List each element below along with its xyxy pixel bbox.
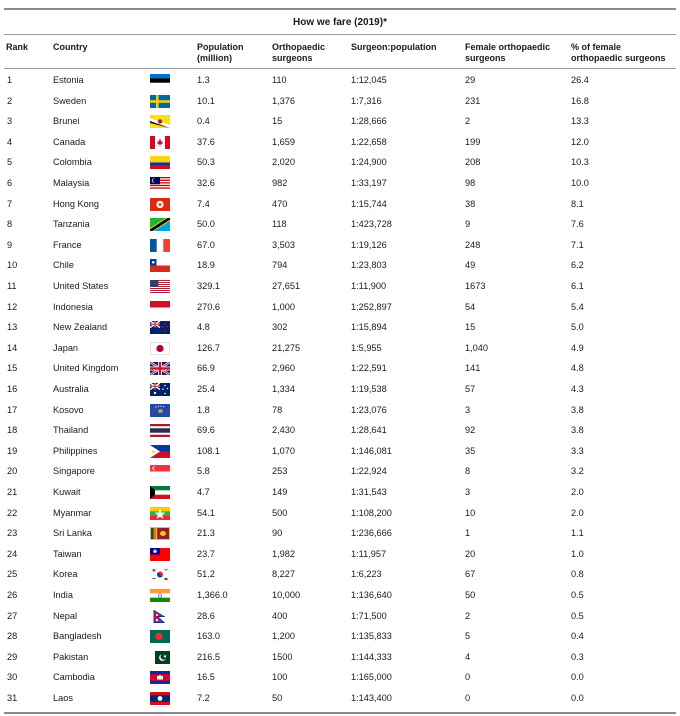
surgeons-cell: 15 (272, 116, 283, 127)
ratio-cell: 1:6,223 (351, 569, 382, 580)
population-cell: 10.1 (197, 95, 215, 106)
rank-cell: 5 (7, 157, 13, 168)
ratio-cell: 1:5,955 (351, 342, 382, 353)
table-row (4, 133, 676, 154)
pct-cell: 4.3 (571, 384, 584, 394)
ratio-cell: 1:23,803 (351, 260, 387, 271)
surgeons-cell: 27,651 (272, 281, 301, 291)
ratio-cell: 1:15,744 (351, 198, 387, 209)
table-row (4, 689, 676, 710)
surgeons-cell: 50 (272, 693, 283, 703)
female-cell: 199 (465, 136, 481, 147)
pct-cell: 7.1 (571, 239, 584, 250)
pct-cell: 2.0 (571, 507, 584, 518)
population-cell: 66.9 (197, 363, 215, 374)
cambodia-flag-icon (150, 671, 170, 684)
header-population-line2: (million) (197, 53, 232, 63)
country-cell: Singapore (53, 466, 95, 477)
population-cell: 23.7 (197, 548, 215, 559)
surgeons-cell: 118 (272, 219, 287, 230)
table-row (4, 607, 676, 628)
country-cell: Australia (53, 384, 89, 394)
surgeons-cell: 149 (272, 487, 288, 497)
female-cell: 9 (465, 219, 471, 230)
rank-cell: 17 (7, 404, 18, 415)
surgeons-cell: 302 (272, 322, 288, 333)
pct-cell: 2.0 (571, 487, 584, 497)
ratio-cell: 1:135,833 (351, 631, 392, 642)
ratio-cell: 1:22,658 (351, 136, 387, 147)
country-cell: United Kingdom (53, 363, 119, 374)
rank-cell: 25 (7, 569, 18, 580)
pct-cell: 12.0 (571, 136, 589, 147)
female-cell: 49 (465, 260, 476, 271)
female-cell: 54 (465, 301, 476, 312)
female-cell: 67 (465, 569, 476, 580)
population-cell: 69.6 (197, 425, 215, 436)
female-cell: 8 (465, 466, 471, 477)
population-cell: 1.8 (197, 404, 210, 415)
female-cell: 20 (465, 548, 476, 559)
surgeons-cell: 100 (272, 672, 288, 683)
rank-cell: 22 (7, 507, 18, 518)
pct-cell: 3.2 (571, 466, 584, 477)
pct-cell: 5.4 (571, 301, 584, 312)
rank-cell: 21 (7, 487, 18, 497)
pct-cell: 0.5 (571, 610, 584, 621)
united-kingdom-flag-icon (150, 362, 170, 375)
country-cell: Hong Kong (53, 198, 99, 209)
population-cell: 163.0 (197, 631, 220, 642)
table-row (4, 298, 676, 319)
kuwait-flag-icon (150, 486, 170, 499)
country-cell: Indonesia (53, 301, 93, 312)
population-cell: 216.5 (197, 651, 220, 662)
table-row (4, 153, 676, 174)
female-cell: 141 (465, 363, 481, 374)
table-row (4, 195, 676, 216)
rank-cell: 28 (7, 631, 18, 642)
pct-cell: 8.1 (571, 198, 584, 209)
header-female (465, 42, 550, 64)
pct-cell: 3.3 (571, 445, 584, 456)
country-cell: Korea (53, 569, 78, 580)
ratio-cell: 1:12,045 (351, 75, 387, 85)
surgeons-cell: 1,334 (272, 384, 295, 394)
bangladesh-flag-icon (150, 630, 170, 643)
header-population (197, 42, 244, 64)
estonia-flag-icon (150, 74, 170, 87)
population-cell: 126.7 (197, 342, 220, 353)
ratio-cell: 1:19,538 (351, 384, 387, 394)
ratio-cell: 1:144,333 (351, 651, 392, 662)
ratio-cell: 1:423,728 (351, 219, 392, 230)
indonesia-flag-icon (150, 301, 170, 314)
kosovo-flag-icon (150, 404, 170, 417)
malaysia-flag-icon (150, 177, 170, 190)
pct-cell: 1.1 (571, 528, 584, 539)
female-cell: 10 (465, 507, 476, 518)
female-cell: 0 (465, 693, 471, 703)
country-cell: Sri Lanka (53, 528, 92, 539)
population-cell: 7.4 (197, 198, 210, 209)
population-cell: 4.7 (197, 487, 210, 497)
table-row (4, 277, 676, 298)
header-female-line1: Female orthopaedic (465, 42, 551, 52)
sri-lanka-flag-icon (150, 527, 170, 540)
header-ratio-line1: Surgeon:population (351, 42, 437, 52)
pct-cell: 0.8 (571, 569, 584, 580)
country-cell: Bangladesh (53, 631, 102, 642)
pct-cell: 0.5 (571, 590, 584, 600)
rank-cell: 6 (7, 178, 13, 188)
ratio-cell: 1:19,126 (351, 239, 387, 250)
surgeons-cell: 1,376 (272, 95, 295, 106)
ratio-cell: 1:108,200 (351, 507, 392, 518)
surgeons-cell: 982 (272, 178, 288, 188)
pct-cell: 5.0 (571, 322, 584, 333)
tanzania-flag-icon (150, 218, 170, 231)
header-ratio (351, 42, 437, 53)
pct-cell: 0.0 (571, 672, 584, 683)
population-cell: 270.6 (197, 301, 220, 312)
country-cell: Pakistan (53, 651, 89, 662)
table-row (4, 565, 676, 586)
surgeons-cell: 1500 (272, 651, 293, 662)
female-cell: 92 (465, 425, 476, 436)
united-states-flag-icon (150, 280, 170, 293)
table-row (4, 504, 676, 525)
country-cell: Kuwait (53, 487, 81, 497)
rank-cell: 10 (7, 260, 18, 271)
ratio-cell: 1:15,894 (351, 322, 387, 333)
female-cell: 208 (465, 157, 481, 168)
surgeons-cell: 400 (272, 610, 288, 621)
nepal-flag-icon (150, 610, 170, 623)
surgeons-cell: 78 (272, 404, 283, 415)
philippines-flag-icon (150, 445, 170, 458)
title-divider (4, 34, 676, 35)
header-pct-line2: orthopaedic surgeons (571, 53, 666, 63)
surgeons-cell: 110 (272, 75, 287, 85)
table-row (4, 339, 676, 360)
ratio-cell: 1:22,924 (351, 466, 387, 477)
country-cell: India (53, 590, 73, 600)
header-rank: Rank (6, 42, 29, 52)
pct-cell: 7.6 (571, 219, 584, 230)
population-cell: 0.4 (197, 116, 210, 127)
singapore-flag-icon (150, 465, 170, 478)
table-title: How we fare (2019)* (293, 17, 387, 28)
japan-flag-icon (150, 342, 170, 355)
myanmar-flag-icon (150, 507, 170, 520)
female-cell: 2 (465, 610, 471, 621)
female-cell: 0 (465, 672, 471, 683)
table-row (4, 545, 676, 566)
india-flag-icon (150, 589, 170, 602)
table-row (4, 586, 676, 607)
table-row (4, 668, 676, 689)
pct-cell: 10.3 (571, 157, 589, 168)
table-row (4, 92, 676, 113)
population-cell: 5.8 (197, 466, 210, 477)
population-cell: 28.6 (197, 610, 215, 621)
ratio-cell: 1:7,316 (351, 95, 382, 106)
country-cell: Brunei (53, 116, 80, 127)
pct-cell: 0.4 (571, 631, 584, 642)
ratio-cell: 1:252,897 (351, 301, 392, 312)
pct-cell: 3.8 (571, 425, 584, 436)
header-surgeons-line1: Orthopaedic (272, 42, 326, 52)
population-cell: 50.3 (197, 157, 215, 168)
table-row (4, 462, 676, 483)
surgeons-cell: 90 (272, 528, 283, 539)
table-row (4, 401, 676, 422)
thailand-flag-icon (150, 424, 170, 437)
pct-cell: 10.0 (571, 178, 589, 188)
rank-cell: 23 (7, 528, 18, 539)
ratio-cell: 1:11,957 (351, 548, 387, 559)
population-cell: 32.6 (197, 178, 215, 188)
country-cell: Tanzania (53, 219, 90, 230)
surgeons-cell: 8,227 (272, 569, 295, 580)
australia-flag-icon (150, 383, 170, 396)
ratio-cell: 1:143,400 (351, 693, 392, 703)
female-cell: 2 (465, 116, 471, 127)
surgeons-cell: 1,200 (272, 631, 295, 642)
population-cell: 25.4 (197, 384, 215, 394)
population-cell: 1.3 (197, 75, 210, 85)
rank-cell: 7 (7, 198, 13, 209)
female-cell: 50 (465, 590, 476, 600)
pct-cell: 13.3 (571, 116, 589, 127)
rank-cell: 30 (7, 672, 18, 683)
ratio-cell: 1:28,666 (351, 116, 387, 127)
ratio-cell: 1:11,900 (351, 281, 387, 291)
surgeons-cell: 1,000 (272, 301, 295, 312)
female-cell: 4 (465, 651, 471, 662)
country-cell: Canada (53, 136, 86, 147)
table-row (4, 256, 676, 277)
rank-cell: 4 (7, 136, 13, 147)
table-row (4, 112, 676, 133)
table-row (4, 483, 676, 504)
pct-cell: 16.8 (571, 95, 589, 106)
table-row (4, 627, 676, 648)
ratio-cell: 1:33,197 (351, 178, 387, 188)
female-cell: 57 (465, 384, 476, 394)
population-cell: 7.2 (197, 693, 210, 703)
rank-cell: 16 (7, 384, 18, 394)
female-cell: 29 (465, 75, 476, 85)
table-row (4, 236, 676, 257)
surgeons-cell: 794 (272, 260, 288, 271)
pct-cell: 0.3 (571, 651, 584, 662)
header-surgeons (272, 42, 325, 64)
table-row (4, 524, 676, 545)
country-cell: Kosovo (53, 404, 84, 415)
population-cell: 1,366.0 (197, 590, 228, 600)
female-cell: 1,040 (465, 342, 488, 353)
hong-kong-flag-icon (150, 198, 170, 211)
rank-cell: 24 (7, 548, 18, 559)
surgeons-cell: 1,070 (272, 445, 295, 456)
female-cell: 248 (465, 239, 481, 250)
surgeons-cell: 2,020 (272, 157, 295, 168)
population-cell: 50.0 (197, 219, 215, 230)
country-cell: Thailand (53, 425, 89, 436)
table-row (4, 648, 676, 669)
female-cell: 38 (465, 198, 476, 209)
country-cell: Cambodia (53, 672, 95, 683)
country-cell: Nepal (53, 610, 78, 621)
rank-cell: 12 (7, 301, 18, 312)
rank-cell: 3 (7, 116, 13, 127)
rank-cell: 20 (7, 466, 18, 477)
laos-flag-icon (150, 692, 170, 705)
pct-cell: 0.0 (571, 693, 584, 703)
female-cell: 231 (465, 95, 481, 106)
chile-flag-icon (150, 259, 170, 272)
rank-cell: 2 (7, 95, 13, 106)
table-row (4, 318, 676, 339)
surgeons-cell: 3,503 (272, 239, 295, 250)
ratio-cell: 1:22,591 (351, 363, 387, 374)
country-cell: Estonia (53, 75, 84, 85)
table-row (4, 421, 676, 442)
ratio-cell: 1:136,640 (351, 590, 392, 600)
header-female-line2: surgeons (465, 53, 506, 63)
population-cell: 18.9 (197, 260, 215, 271)
female-cell: 3 (465, 487, 471, 497)
pct-cell: 1.0 (571, 548, 584, 559)
ratio-cell: 1:165,000 (351, 672, 392, 683)
pct-cell: 6.2 (571, 260, 584, 271)
population-cell: 21.3 (197, 528, 215, 539)
surgeons-cell: 1,982 (272, 548, 295, 559)
header-surgeons-line2: surgeons (272, 53, 313, 63)
table-row (4, 174, 676, 195)
header-pct (571, 42, 666, 64)
table-row (4, 71, 676, 92)
country-cell: Japan (53, 342, 79, 353)
rank-cell: 8 (7, 219, 13, 230)
surgeons-cell: 2,430 (272, 425, 295, 436)
pct-cell: 4.9 (571, 342, 584, 353)
rank-cell: 31 (7, 693, 18, 703)
rank-cell: 14 (7, 342, 18, 353)
header-pct-line1: % of female (571, 42, 622, 52)
surgeons-cell: 1,659 (272, 136, 295, 147)
female-cell: 5 (465, 631, 471, 642)
rank-cell: 18 (7, 425, 18, 436)
country-cell: France (53, 239, 82, 250)
ratio-cell: 1:23,076 (351, 404, 387, 415)
table-row (4, 442, 676, 463)
colombia-flag-icon (150, 156, 170, 169)
new-zealand-flag-icon (150, 321, 170, 334)
population-cell: 54.1 (197, 507, 215, 518)
population-cell: 329.1 (197, 281, 220, 291)
surgeons-cell: 21,275 (272, 342, 301, 353)
taiwan-flag-icon (150, 548, 170, 561)
surgeons-cell: 470 (272, 198, 288, 209)
rank-cell: 19 (7, 445, 18, 456)
ratio-cell: 1:31,543 (351, 487, 387, 497)
surgeons-cell: 253 (272, 466, 288, 477)
france-flag-icon (150, 239, 170, 252)
female-cell: 15 (465, 322, 476, 333)
ratio-cell: 1:71,500 (351, 610, 387, 621)
rank-cell: 15 (7, 363, 18, 374)
female-cell: 1 (465, 528, 471, 539)
ratio-cell: 1:146,081 (351, 445, 392, 456)
header-population-line1: Population (197, 42, 244, 52)
country-cell: Chile (53, 260, 74, 271)
population-cell: 51.2 (197, 569, 215, 580)
canada-flag-icon (150, 136, 170, 149)
female-cell: 3 (465, 404, 471, 415)
ratio-cell: 1:24,900 (351, 157, 387, 168)
country-cell: Taiwan (53, 548, 82, 559)
pct-cell: 26.4 (571, 75, 589, 85)
header-divider (4, 68, 676, 69)
sweden-flag-icon (150, 95, 170, 108)
country-cell: Sweden (53, 95, 87, 106)
table-row (4, 359, 676, 380)
pct-cell: 6.1 (571, 281, 584, 291)
population-cell: 67.0 (197, 239, 215, 250)
brunei-flag-icon (150, 115, 170, 128)
rank-cell: 29 (7, 651, 18, 662)
female-cell: 1673 (465, 281, 486, 291)
rank-cell: 11 (7, 281, 17, 291)
surgeons-cell: 500 (272, 507, 288, 518)
country-cell: Myanmar (53, 507, 92, 518)
rank-cell: 26 (7, 590, 18, 600)
country-cell: Malaysia (53, 178, 90, 188)
ratio-cell: 1:236,666 (351, 528, 392, 539)
country-cell: Philippines (53, 445, 98, 456)
population-cell: 4.8 (197, 322, 210, 333)
country-cell: United States (53, 281, 109, 291)
country-cell: Laos (53, 693, 73, 703)
header-country: Country (53, 42, 88, 52)
pct-cell: 3.8 (571, 404, 584, 415)
korea-flag-icon (150, 568, 170, 581)
female-cell: 35 (465, 445, 476, 456)
surgeon-table (4, 8, 676, 714)
ratio-cell: 1:28,641 (351, 425, 387, 436)
surgeons-cell: 10,000 (272, 590, 301, 600)
rank-cell: 9 (7, 239, 13, 250)
population-cell: 37.6 (197, 136, 215, 147)
population-cell: 108.1 (197, 445, 220, 456)
table-row (4, 215, 676, 236)
table-row (4, 380, 676, 401)
country-cell: New Zealand (53, 322, 108, 333)
population-cell: 16.5 (197, 672, 215, 683)
surgeons-cell: 2,960 (272, 363, 295, 374)
country-cell: Colombia (53, 157, 92, 168)
pakistan-flag-icon (150, 651, 170, 664)
rank-cell: 27 (7, 610, 18, 621)
pct-cell: 4.8 (571, 363, 584, 374)
female-cell: 98 (465, 178, 476, 188)
rank-cell: 1 (7, 75, 13, 85)
rank-cell: 13 (7, 322, 18, 333)
